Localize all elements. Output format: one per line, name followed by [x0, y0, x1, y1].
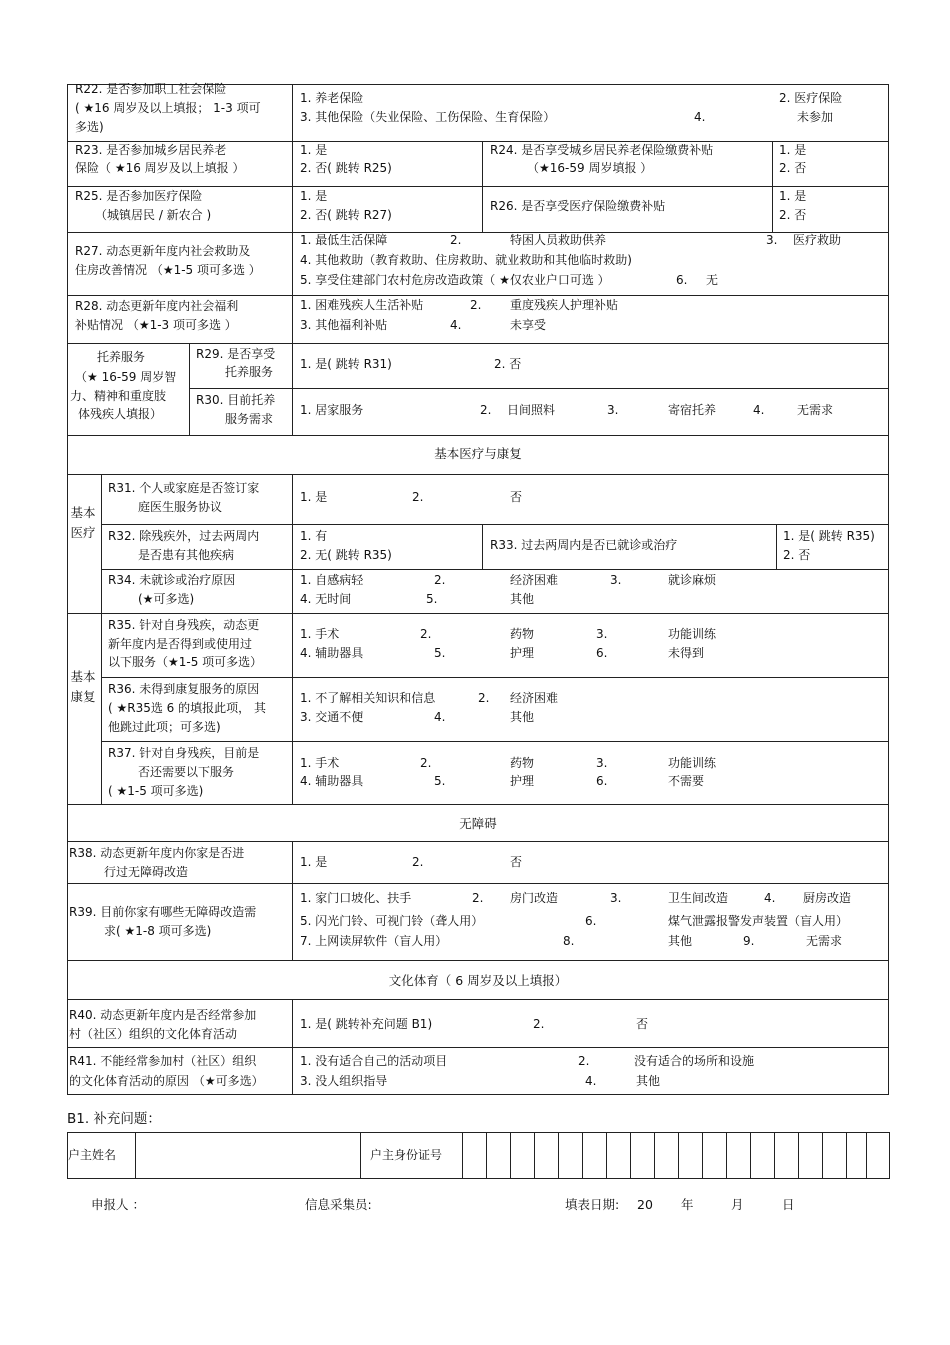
r32-option: 2. 无( 跳转 R35): [300, 548, 392, 562]
r31-question-line2: 庭医生服务协议: [138, 500, 223, 514]
r33-option: 2. 否: [783, 548, 811, 562]
r37-question-line1: R37. 针对自身残疾，目前是: [108, 746, 260, 760]
footer-month: 月: [731, 1197, 744, 1212]
r22-question-line1: R22. 是否参加职工社会保险: [75, 82, 227, 96]
r35-option: 2.: [420, 627, 432, 641]
r39-option: 厨房改造: [803, 891, 852, 905]
r35-option: 未得到: [668, 646, 705, 660]
r37-option: 2.: [420, 756, 432, 770]
row-divider: [67, 613, 889, 614]
r39-option: 3.: [610, 891, 622, 905]
r22-option: 3. 其他保险（失业保险、工伤保险、生育保险）: [300, 110, 556, 124]
col-divider: [482, 524, 483, 569]
r41-option: 没有适合的场所和设施: [634, 1054, 755, 1068]
r35-question-line2: 新年度内是否得到或使用过: [108, 637, 253, 651]
r29-option: 2. 否: [494, 357, 522, 371]
b1-col-divider: [702, 1132, 703, 1179]
r37-option: 护理: [510, 774, 535, 788]
r25-question-line2: （城镇居民 / 新农合 ): [95, 208, 212, 222]
row-divider: [67, 343, 889, 344]
r36-option: 经济困难: [510, 691, 559, 705]
row-divider: [189, 388, 889, 389]
r30-option: 2.: [480, 403, 492, 417]
b1-householder-id-label: 户主身份证号: [370, 1148, 443, 1162]
r37-option: 功能训练: [668, 756, 717, 770]
footer-year-prefix: 20: [637, 1197, 653, 1212]
r35-option: 护理: [510, 646, 535, 660]
care-service-label: （★ 16-59 周岁智: [75, 370, 177, 384]
row-divider: [67, 960, 889, 961]
footer-date-label: 填表日期:: [565, 1197, 620, 1212]
row-divider: [67, 883, 889, 884]
r36-question-line1: R36. 未得到康复服务的原因: [108, 682, 260, 696]
r23-option: 1. 是: [300, 143, 328, 157]
r39-option: 9.: [743, 934, 755, 948]
r39-option: 煤气泄露报警发声装置（盲人用）: [668, 914, 849, 928]
r35-question-line3: 以下服务（★1-5 项可多选）: [108, 655, 263, 669]
col-divider: [292, 841, 293, 960]
r24-option: 2. 否: [779, 161, 807, 175]
r35-option: 3.: [596, 627, 608, 641]
b1-col-divider: [534, 1132, 535, 1179]
b1-householder-name-label: 户主姓名: [68, 1148, 117, 1162]
r27-option: 1. 最低生活保障: [300, 233, 388, 247]
r32-question-line1: R32. 除残疾外，过去两周内: [108, 529, 260, 543]
b1-col-divider: [606, 1132, 607, 1179]
col-divider: [292, 474, 293, 804]
b1-col-divider: [360, 1132, 361, 1179]
r30-option: 4.: [753, 403, 765, 417]
r37-option: 5.: [434, 774, 446, 788]
r36-question-line2: ( ★R35选 6 的填报此项， 其: [108, 701, 266, 715]
r26-option: 2. 否: [779, 208, 807, 222]
r37-option: 1. 手术: [300, 756, 340, 770]
col-divider: [101, 474, 102, 804]
r39-option: 4.: [764, 891, 776, 905]
r38-question-line1: R38. 动态更新年度内你家是否进: [69, 846, 245, 860]
r39-option: 卫生间改造: [668, 891, 729, 905]
r39-option: 其他: [668, 934, 693, 948]
r30-question-line2: 服务需求: [225, 412, 274, 426]
b1-col-divider: [678, 1132, 679, 1179]
row-divider: [67, 474, 889, 475]
r37-question-line3: ( ★1-5 项可多选): [108, 784, 204, 798]
r34-option: 其他: [510, 592, 535, 606]
r39-option: 房门改造: [510, 891, 559, 905]
r41-option: 3. 没人组织指导: [300, 1074, 388, 1088]
r37-option: 6.: [596, 774, 608, 788]
r27-question-line2: 住房改善情况 （★1-5 项可多选 ）: [75, 263, 261, 277]
r35-option: 功能训练: [668, 627, 717, 641]
r28-option: 2.: [470, 298, 482, 312]
r28-option: 4.: [450, 318, 462, 332]
r41-option: 4.: [585, 1074, 597, 1088]
r26-option: 1. 是: [779, 189, 807, 203]
r28-option: 1. 困难残疾人生活补贴: [300, 298, 424, 312]
r22-option: 未参加: [797, 110, 834, 124]
b1-col-divider: [582, 1132, 583, 1179]
care-service-label: 力、精神和重度肢: [70, 389, 167, 403]
r27-option: 特困人员救助供养: [510, 233, 607, 247]
r36-question-line3: 他跳过此项；可多选): [108, 720, 221, 734]
care-service-label: 体残疾人填报）: [78, 407, 163, 421]
col-divider: [189, 343, 190, 435]
r28-question-line1: R28. 动态更新年度内社会福利: [75, 299, 239, 313]
r34-question-line1: R34. 未就诊或治疗原因: [108, 573, 236, 587]
r31-option: 2.: [412, 490, 424, 504]
r31-option: 否: [510, 490, 523, 504]
r31-option: 1. 是: [300, 490, 328, 504]
r36-option: 2.: [478, 691, 490, 705]
footer-applicant: 申报人 ：: [91, 1197, 145, 1212]
r22-question-line3: 多选): [75, 120, 104, 134]
r34-option: 1. 自感病轻: [300, 573, 364, 587]
r24-question-line1: R24. 是否享受城乡居民养老保险缴费补贴: [490, 143, 714, 157]
col-divider: [776, 524, 777, 569]
r37-question-line2: 否还需要以下服务: [138, 765, 235, 779]
r30-option: 3.: [607, 403, 619, 417]
col-divider: [772, 141, 773, 232]
r31-question-line1: R31. 个人或家庭是否签订家: [108, 481, 260, 495]
r40-question-line2: 村（社区）组织的文化体育活动: [69, 1027, 238, 1041]
r22-option: 1. 养老保险: [300, 91, 364, 105]
b1-col-divider: [135, 1132, 136, 1179]
b1-col-divider: [774, 1132, 775, 1179]
r37-option: 不需要: [668, 774, 705, 788]
side-label-medical: 基本医疗: [70, 505, 96, 540]
r23-question-line2: 保险（ ★16 周岁及以上填报 ）: [75, 161, 245, 175]
r29-option: 1. 是( 跳转 R31): [300, 357, 392, 371]
r30-option: 无需求: [797, 403, 834, 417]
footer-collector: 信息采集员:: [305, 1197, 372, 1212]
row-divider: [101, 741, 889, 742]
r28-option: 未享受: [510, 318, 547, 332]
r30-option: 寄宿托养: [668, 403, 717, 417]
r39-option: 7. 上网读屏软件（盲人用）: [300, 934, 448, 948]
b1-title: B1. 补充问题：: [67, 1111, 161, 1127]
r39-question-line1: R39. 目前你家有哪些无障碍改造需: [69, 905, 257, 919]
section-title-culture: 文化体育（ 6 周岁及以上填报）: [388, 973, 568, 988]
r27-option: 2.: [450, 233, 462, 247]
r39-option: 2.: [472, 891, 484, 905]
r27-option: 6.: [676, 273, 688, 287]
col-divider: [292, 84, 293, 435]
r27-option: 无: [706, 273, 719, 287]
r35-option: 药物: [510, 627, 535, 641]
r40-question-line1: R40. 动态更新年度内是否经常参加: [69, 1008, 257, 1022]
b1-col-divider: [462, 1132, 463, 1179]
r34-option: 就诊麻烦: [668, 573, 717, 587]
r34-option: 4. 无时间: [300, 592, 352, 606]
r34-option: 3.: [610, 573, 622, 587]
row-divider: [67, 841, 889, 842]
row-divider: [67, 435, 889, 436]
b1-col-divider: [798, 1132, 799, 1179]
r28-question-line2: 补贴情况 （★1-3 项可多选 ）: [75, 318, 237, 332]
r38-question-line2: 行过无障碍改造: [104, 865, 189, 879]
r26-question: R26. 是否享受医疗保险缴费补贴: [490, 199, 666, 213]
r24-option: 1. 是: [779, 143, 807, 157]
r34-option: 经济困难: [510, 573, 559, 587]
r36-option: 3. 交通不便: [300, 710, 364, 724]
r40-option: 2.: [533, 1017, 545, 1031]
r33-question: R33. 过去两周内是否已就诊或治疗: [490, 538, 678, 552]
row-divider: [67, 1047, 889, 1048]
b1-col-divider: [750, 1132, 751, 1179]
r28-option: 3. 其他福利补贴: [300, 318, 388, 332]
b1-col-divider: [654, 1132, 655, 1179]
side-label-rehab: 基本康复: [70, 669, 96, 704]
section-title-barrier: 无障碍: [459, 816, 497, 831]
r39-option: 8.: [563, 934, 575, 948]
r35-option: 5.: [434, 646, 446, 660]
row-divider: [101, 569, 889, 570]
r34-option: 5.: [426, 592, 438, 606]
r30-option: 1. 居家服务: [300, 403, 364, 417]
r40-option: 1. 是( 跳转补充问题 B1): [300, 1017, 433, 1031]
r39-question-line2: 求( ★1-8 项可多选): [104, 924, 212, 938]
r35-option: 4. 辅助器具: [300, 646, 364, 660]
row-divider: [101, 524, 889, 525]
footer-day: 日: [782, 1197, 795, 1212]
r41-option: 1. 没有适合自己的活动项目: [300, 1054, 448, 1068]
r38-option: 否: [510, 855, 523, 869]
r39-option: 1. 家门口坡化、扶手: [300, 891, 412, 905]
r27-option: 4. 其他救助（教育救助、住房救助、就业救助和其他临时救助): [300, 253, 632, 267]
r37-option: 4. 辅助器具: [300, 774, 364, 788]
r41-question-line1: R41. 不能经常参加村（社区）组织: [69, 1054, 257, 1068]
r38-option: 2.: [412, 855, 424, 869]
care-service-label: 托养服务: [97, 350, 146, 364]
r39-option: 无需求: [806, 934, 843, 948]
r28-option: 重度残疾人护理补贴: [510, 298, 619, 312]
row-divider: [67, 804, 889, 805]
r23-question-line1: R23. 是否参加城乡居民养老: [75, 143, 227, 157]
r30-question-line1: R30. 目前托养: [196, 393, 276, 407]
b1-table: [67, 1132, 890, 1179]
b1-col-divider: [822, 1132, 823, 1179]
b1-col-divider: [558, 1132, 559, 1179]
row-divider: [67, 999, 889, 1000]
r29-question-line2: 托养服务: [225, 365, 274, 379]
r36-option: 4.: [434, 710, 446, 724]
r25-option: 1. 是: [300, 189, 328, 203]
r29-question-line1: R29. 是否享受: [196, 347, 276, 361]
r35-option: 1. 手术: [300, 627, 340, 641]
r27-option: 5. 享受住建部门农村危房改造政策（ ★仅农业户口可选 ）: [300, 273, 610, 287]
r32-question-line2: 是否患有其他疾病: [138, 548, 235, 562]
r36-option: 1. 不了解相关知识和信息: [300, 691, 436, 705]
r27-option: 3.: [766, 233, 778, 247]
section-title-medical: 基本医疗与康复: [434, 446, 522, 461]
b1-col-divider: [510, 1132, 511, 1179]
r41-option: 其他: [636, 1074, 661, 1088]
r36-option: 其他: [510, 710, 535, 724]
r22-question-line2: ( ★16 周岁及以上填报； 1-3 项可: [75, 101, 261, 115]
r40-option: 否: [636, 1017, 649, 1031]
r25-option: 2. 否( 跳转 R27): [300, 208, 392, 222]
r41-option: 2.: [578, 1054, 590, 1068]
r22-option: 4.: [694, 110, 706, 124]
footer-year: 年: [681, 1197, 694, 1212]
row-divider: [101, 677, 889, 678]
b1-col-divider: [630, 1132, 631, 1179]
b1-col-divider: [726, 1132, 727, 1179]
r34-option: 2.: [434, 573, 446, 587]
r35-question-line1: R35. 针对自身残疾，动态更: [108, 618, 260, 632]
r33-option: 1. 是( 跳转 R35): [783, 529, 875, 543]
r39-option: 5. 闪光门铃、可视门铃（聋人用）: [300, 914, 484, 928]
r27-option: 医疗救助: [793, 233, 842, 247]
r37-option: 药物: [510, 756, 535, 770]
r41-question-line2: 的文化体育活动的原因 （★可多选）: [69, 1074, 264, 1088]
r39-option: 6.: [585, 914, 597, 928]
r27-question-line1: R27. 动态更新年度内社会救助及: [75, 244, 251, 258]
col-divider: [292, 999, 293, 1095]
r25-question-line1: R25. 是否参加医疗保险: [75, 189, 203, 203]
r23-option: 2. 否( 跳转 R25): [300, 161, 392, 175]
r34-question-line2: (★可多选): [138, 592, 195, 606]
b1-col-divider: [846, 1132, 847, 1179]
b1-col-divider: [486, 1132, 487, 1179]
r35-option: 6.: [596, 646, 608, 660]
r30-option: 日间照料: [507, 403, 556, 417]
r22-option: 2. 医疗保险: [779, 91, 843, 105]
r37-option: 3.: [596, 756, 608, 770]
r38-option: 1. 是: [300, 855, 328, 869]
r24-question-line2: （★16-59 周岁填报 ）: [527, 161, 653, 175]
b1-col-divider: [866, 1132, 867, 1179]
r32-option: 1. 有: [300, 529, 328, 543]
col-divider: [482, 141, 483, 232]
